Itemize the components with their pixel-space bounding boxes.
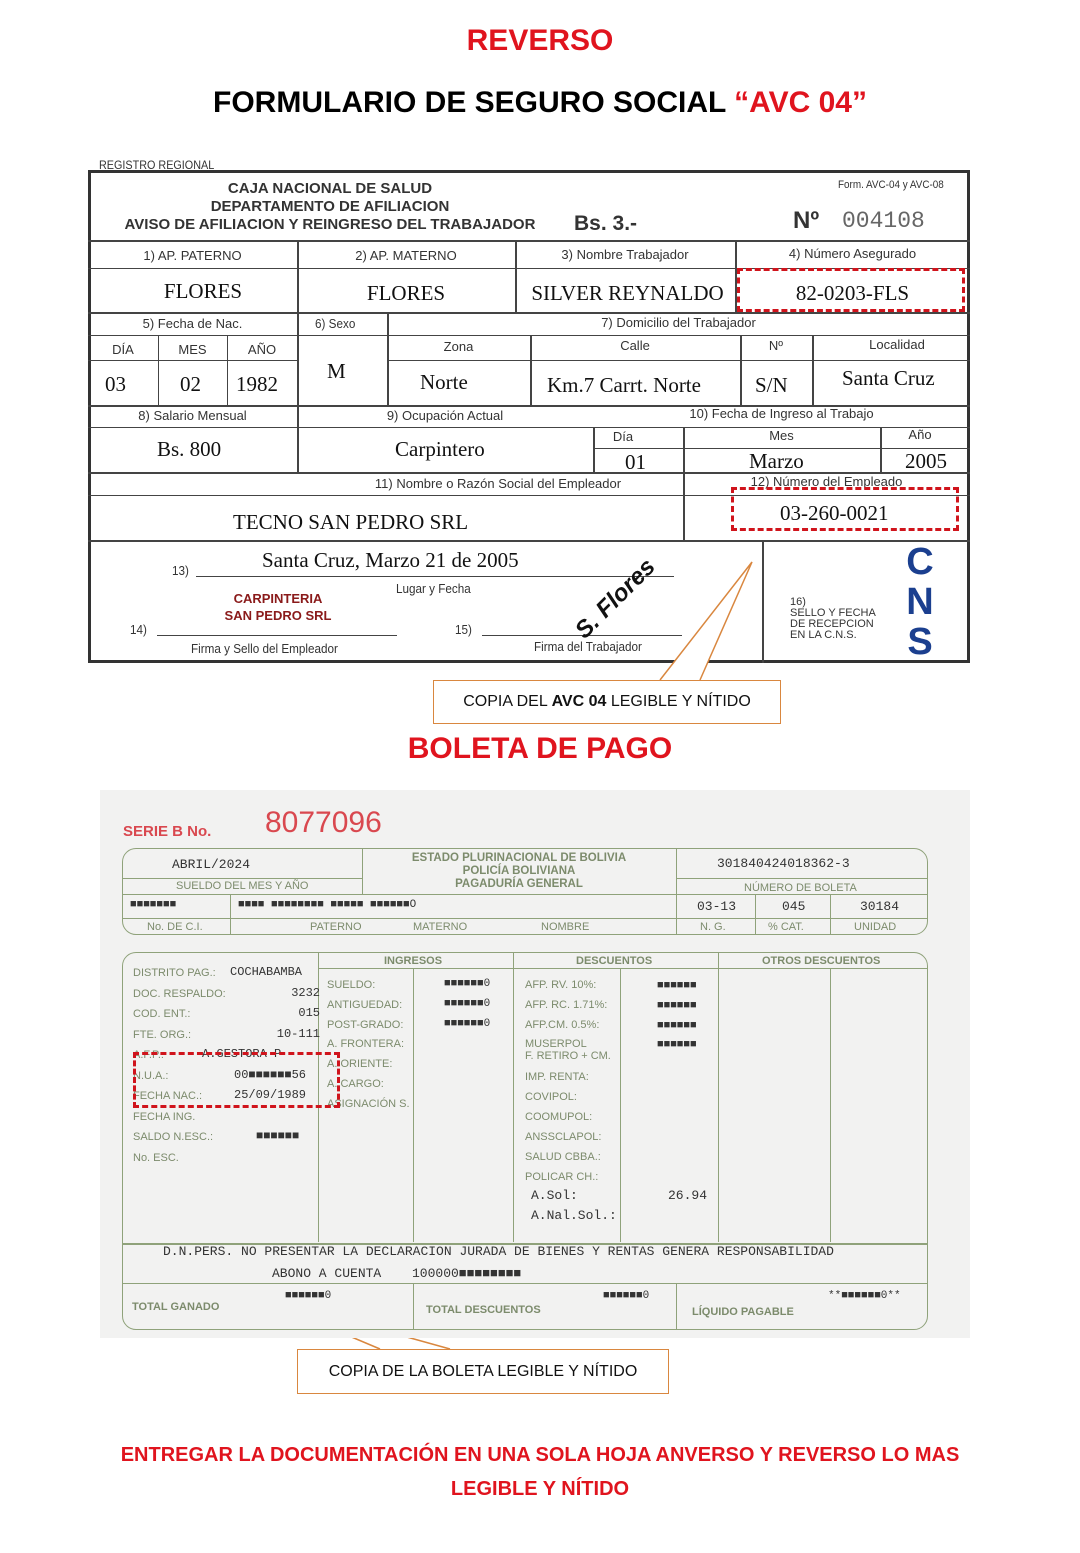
boleta-org-2: POLICÍA BOLIVIANA [462,865,576,877]
mes-anio-label: SUELDO DEL MES Y AÑO [176,880,309,892]
a-sol-value: 26.94 [668,1188,708,1203]
page-title: REVERSO [466,24,614,57]
ci-label: No. DE C.I. [147,921,203,933]
value-zona: Norte [420,370,468,394]
ingreso-value: ■■■■■■0 [444,1017,491,1030]
form-number: 004108 [842,208,925,234]
boleta-notice: D.N.PERS. NO PRESENTAR LA DECLARACION JURADA DE BIENES Y RENTAS GENERA RESPONSABILIDAD [163,1244,834,1259]
descuento-value: ■■■■■■ [657,1000,697,1012]
a-sol-label: A.Sol: [531,1188,578,1203]
value-lugar-fecha: Santa Cruz, Marzo 21 de 2005 [262,548,519,572]
label-nombre: 3) Nombre Trabajador [561,247,689,262]
ingreso-label: A. CARGO: [327,1078,384,1090]
value-sexo: M [327,359,346,383]
value-dia: 03 [105,372,126,396]
label-dia: DÍA [112,342,134,357]
info-label: DISTRITO PAG.: [133,967,216,979]
org-line-2: DEPARTAMENTO DE AFILIACION [210,198,450,215]
descuento-value: ■■■■■■ [657,1020,697,1032]
label-14: 14) [130,622,147,637]
callout-avc [433,680,781,724]
value-nro: S/N [755,373,788,397]
info-label: N.U.A.: [133,1069,169,1082]
form-code: Form. AVC-04 y AVC-08 [838,179,944,191]
callout-avc-prefix: COPIA DEL [463,693,552,710]
descuento-label: POLICAR CH.: [525,1171,599,1183]
liquido-value: **■■■■■■0** [828,1290,901,1302]
mes-anio: ABRIL/2024 [172,857,251,872]
footer-line-2: LEGIBLE Y NÍTIDO [450,1478,630,1500]
info-value: 00■■■■■■56 [234,1067,307,1082]
ingreso-label: A. FRONTERA: [327,1038,405,1051]
ingreso-label: ASIGNACIÓN S. [327,1097,410,1110]
liquido-label: LÍQUIDO PAGABLE [692,1306,794,1318]
label-ap-materno: 2) AP. MATERNO [355,248,457,263]
otros-descuentos-header: OTROS DESCUENTOS [762,955,881,967]
ingreso-label: A. ORIENTE: [327,1058,393,1071]
label-15: 15) [455,622,472,637]
org-line-3: AVISO DE AFILIACION Y REINGRESO DEL TRABAJADOR [124,216,536,233]
info-label: A.F.P.: [133,1049,164,1061]
registro-label: REGISTRO REGIONAL [99,158,215,172]
info-label: SALDO N.ESC.: [133,1131,214,1143]
footer-line-1: ENTREGAR LA DOCUMENTACIÓN EN UNA SOLA HOJA ANVERSO Y REVERSO LO MAS [120,1444,960,1466]
stamp-line-1: CARPINTERIA [233,591,323,606]
form-heading-text: FORMULARIO DE SEGURO SOCIAL [213,86,735,119]
form-price: Bs. 3.- [574,212,638,235]
label-ing-dia: Día [612,429,634,444]
ingreso-value: ■■■■■■0 [444,997,491,1010]
callout-boleta: COPIA DE LA BOLETA LEGIBLE Y NÍTIDO [297,1349,669,1394]
value-calle: Km.7 Carrt. Norte [547,373,701,397]
num-boleta: 301840424018362-3 [717,856,850,871]
descuento-label: COOMUPOL: [525,1111,593,1123]
nombre-label: NOMBRE [541,921,590,933]
label-ocupacion: 9) Ocupación Actual [386,408,504,423]
info-label: FTE. ORG.: [133,1028,192,1041]
callout-avc-bold: AVC 04 [551,693,607,710]
info-value: 10-111 [276,1026,320,1041]
ingreso-label: POST-GRADO: [327,1018,404,1031]
info-label: No. ESC. [133,1151,179,1164]
label-zona: Zona [443,339,474,354]
label-13: 13) [172,563,189,578]
descuento-label: AFP. RC. 1.71%: [525,999,608,1011]
value-ing-dia: 01 [625,450,646,474]
label-firma-trabajador: Firma del Trabajador [534,639,642,654]
value-salario: Bs. 800 [157,437,222,461]
value-num-empleador: 03-260-0021 [780,501,889,525]
footer-instruction [0,1438,1080,1506]
callout-avc-suffix: LEGIBLE Y NÍTIDO [606,693,751,710]
value-nombre: SILVER REYNALDO [531,281,724,305]
descuentos-header: DESCUENTOS [576,955,653,967]
label-calle: Calle [620,338,650,353]
value-ap-paterno: FLORES [163,279,243,303]
label-ap-paterno: 1) AP. PATERNO [143,248,242,263]
label-mes: MES [178,342,207,357]
info-value: 3232 [291,985,320,1000]
label-firma-empleador: Firma y Sello del Empleador [191,641,338,656]
label-salario: 8) Salario Mensual [138,408,247,423]
label-domicilio: 7) Domicilio del Trabajador [601,315,756,330]
descuento-label: MUSERPOL [525,1038,587,1050]
label-anio: AÑO [247,342,277,357]
total-descuentos-value: ■■■■■■0 [603,1290,650,1302]
nombre-completo: ■■■■ ■■■■■■■■ ■■■■■ ■■■■■■O [238,899,417,911]
descuento-label: SALUD CBBA.: [525,1151,601,1163]
info-value: 25/09/1989 [234,1088,307,1102]
label-empleador: 11) Nombre o Razón Social del Empleador [374,476,622,491]
info-label: DOC. RESPALDO: [133,987,226,1000]
label-localidad: Localidad [869,337,925,352]
info-label: COD. ENT.: [133,1008,191,1020]
info-value: A.GESTORA P [202,1047,282,1061]
info-label: FECHA ING. [133,1110,196,1123]
value-empleador: TECNO SAN PEDRO SRL [233,510,469,534]
info-value: COCHABAMBA [230,965,303,979]
boleta-org [362,852,676,891]
value-ap-materno: FLORES [366,281,446,305]
ingreso-label: SUELDO: [327,979,376,991]
value-mes: 02 [180,372,201,396]
label-ing-anio: Año [908,427,932,442]
form-number-prefix: Nº [793,207,820,234]
value-localidad: Santa Cruz [842,366,935,390]
label-num-asegurado: 4) Número Asegurado [788,246,917,261]
ingresos-header: INGRESOS [384,955,443,967]
org-line-1: CAJA NACIONAL DE SALUD [227,180,433,197]
ingreso-label: ANTIGUEDAD: [327,998,403,1011]
boleta-title: BOLETA DE PAGO [407,732,673,765]
label-sello: 16) SELLO Y FECHA DE RECEPCION EN LA C.N.S. [790,596,876,641]
paterno-label: PATERNO [310,921,362,933]
ng-value: 03-13 [697,899,737,914]
total-ganado-label: TOTAL GANADO [132,1301,220,1313]
abono-value: 100000■■■■■■■■ [412,1266,522,1281]
form-heading-highlight: “AVC 04” [734,86,867,119]
descuento-label: COVIPOL: [525,1091,577,1103]
materno-label: MATERNO [413,921,468,933]
ng-label: N. G. [700,921,726,933]
descuento-label: F. RETIRO + CM. [525,1050,611,1062]
descuento-label: ANSSCLAPOL: [525,1131,602,1143]
cat-label: % CAT. [768,921,804,933]
descuento-label: AFP. RV. 10%: [525,979,597,991]
value-ing-mes: Marzo [749,449,804,473]
value-num-asegurado: 82-0203-FLS [795,281,910,305]
boleta-org-1: ESTADO PLURINACIONAL DE BOLIVIA [411,852,627,864]
highlight-afp-nua [133,1052,340,1108]
label-fecha-ingreso: 10) Fecha de Ingreso al Trabajo [689,406,874,421]
descuento-value: ■■■■■■ [657,980,697,992]
label-nro: Nº [768,338,784,353]
value-anio: 1982 [236,372,278,396]
label-fecha-nac: 5) Fecha de Nac. [142,316,243,331]
unidad-label: UNIDAD [854,921,897,933]
abono-label: ABONO A CUENTA [272,1266,382,1281]
ingreso-value: ■■■■■■0 [444,978,491,990]
worker-signature: S. Flores [569,553,661,645]
total-ganado-value: ■■■■■■0 [285,1290,332,1302]
descuento-value: ■■■■■■ [657,1039,697,1051]
label-lugar-fecha: Lugar y Fecha [396,581,471,596]
total-descuentos-label: TOTAL DESCUENTOS [426,1304,541,1316]
info-value: ■■■■■■ [256,1129,300,1143]
descuento-label: AFP.CM. 0.5%: [525,1019,600,1031]
info-value: 015 [298,1006,320,1020]
label-ing-mes: Mes [769,428,794,443]
descuento-label: IMP. RENTA: [525,1071,589,1083]
boleta-org-3: PAGADURÍA GENERAL [455,878,583,890]
stamp-line-2: SAN PEDRO SRL [224,608,332,623]
serie-number: 8077096 [265,806,382,839]
num-boleta-label: NÚMERO DE BOLETA [744,882,857,894]
cat-value: 045 [782,899,806,914]
label-sexo: 6) Sexo [315,316,356,331]
serie-label: SERIE B No. [123,823,212,840]
ci-value: ■■■■■■■ [130,899,177,911]
value-ocupacion: Carpintero [395,437,485,461]
value-ing-anio: 2005 [905,449,947,473]
unidad-value: 30184 [860,899,900,914]
a-nal-sol-label: A.Nal.Sol.: [531,1208,617,1223]
cns-logo: CNS [906,541,934,663]
label-num-empleador: 12) Número del Empleado [750,474,903,489]
info-label: FECHA NAC.: [133,1090,203,1102]
